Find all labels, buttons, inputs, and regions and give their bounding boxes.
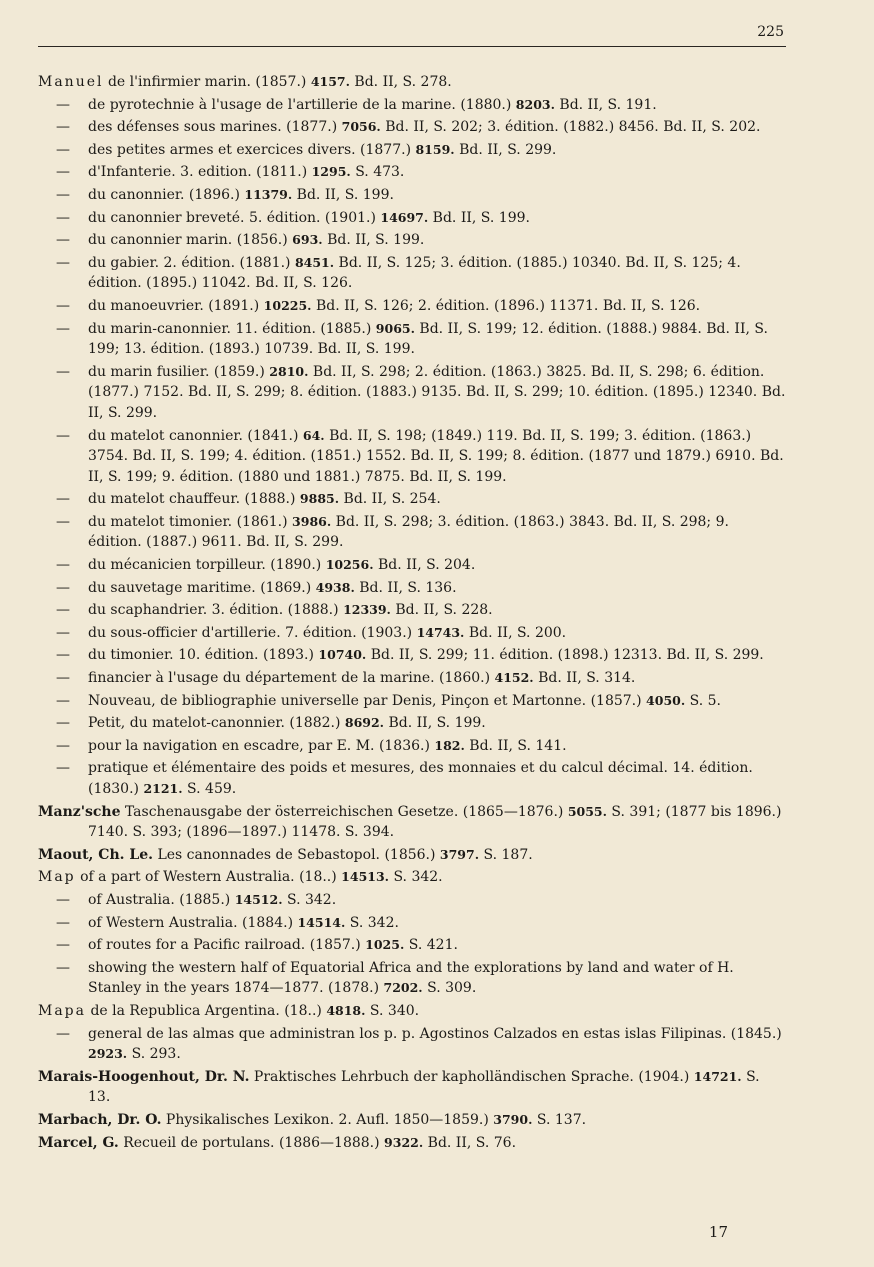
entry-text: du marin-canonnier. 11. édition. (1885.)	[88, 320, 376, 337]
sub-entry	[38, 691, 786, 712]
catalog-number: 11379.	[244, 186, 293, 202]
entry-text: des petites armes et exercices divers. (1877.)	[88, 141, 416, 158]
catalog-number: 14512.	[234, 891, 283, 907]
catalog-number: 10256.	[325, 557, 374, 573]
entry-reference: Bd. II, S. 278.	[349, 74, 452, 90]
entry-text: Physikalisches Lexikon. 2. Aufl. 1850—1859.)	[161, 1111, 494, 1128]
sub-entry	[38, 578, 786, 599]
entry-text: d'Infanterie. 3. edition. (1811.)	[88, 164, 312, 181]
entry-text: du manoeuvrier. (1891.)	[88, 297, 264, 314]
entry-reference: Bd. II, S. 199; 12. édition. (1888.) 9884. Bd. II, S. 199; 13. édition. (1893.) 10739. Bd. II, S. 199.	[88, 320, 768, 358]
catalog-number: 14697.	[380, 209, 429, 225]
ditto-dash: —	[56, 891, 70, 908]
sub-entry	[38, 1024, 786, 1065]
catalog-number: 4152.	[494, 670, 534, 686]
header-rule	[38, 46, 786, 47]
entry-text: du marin fusilier. (1859.)	[88, 363, 270, 380]
ditto-dash: —	[56, 959, 70, 976]
entry-text: of a part of Western Australia. (18..)	[80, 869, 342, 886]
entry-reference: Bd. II, S. 199.	[322, 232, 425, 249]
ditto-dash: —	[56, 209, 70, 226]
main-entry	[38, 1001, 786, 1022]
ditto-dash: —	[56, 692, 70, 709]
ditto-dash: —	[56, 579, 70, 596]
entry-text: pratique et élémentaire des poids et mesures, des monnaies et du calcul décimal. 14. édition. (1830.)	[88, 760, 753, 797]
ditto-dash: —	[56, 513, 70, 530]
entry-text: Les canonnades de Sebastopol. (1856.)	[153, 846, 440, 863]
ditto-dash: —	[56, 557, 70, 574]
ditto-dash: —	[56, 715, 70, 732]
catalog-number: 9885.	[299, 491, 340, 507]
entry-reference: S. 473.	[350, 164, 405, 181]
ditto-dash: —	[56, 363, 70, 380]
catalog-number: 14743.	[416, 624, 465, 640]
entry-text: du sauvetage maritime. (1869.)	[88, 579, 316, 596]
ditto-dash: —	[56, 254, 70, 271]
catalog-number: 5055.	[567, 803, 607, 819]
entry-text: du mécanicien torpilleur. (1890.)	[88, 557, 326, 574]
entry-reference: S. 187.	[479, 846, 533, 863]
ditto-dash: —	[56, 624, 70, 641]
entry-text: du matelot timonier. (1861.)	[88, 513, 293, 530]
catalog-number: 3790.	[493, 1111, 533, 1127]
headword-bold: Marais-Hoogenhout, Dr. N.	[38, 1068, 250, 1085]
entry-text: du matelot chauffeur. (1888.)	[88, 491, 300, 508]
catalog-number: 8159.	[415, 141, 455, 157]
catalog-number: 4157.	[310, 74, 350, 89]
entry-text: of Western Australia. (1884.)	[88, 914, 298, 931]
catalog-number: 7056.	[341, 119, 381, 135]
entry-text: Petit, du matelot-canonnier. (1882.)	[88, 715, 345, 732]
sub-entry	[38, 162, 786, 183]
entry-text: showing the western half of Equatorial Africa and the explorations by land and water of H. Stanley in the years 1874—1877. (1878.)	[88, 959, 734, 997]
catalog-number: 12339.	[343, 602, 391, 618]
catalog-number: 3986.	[292, 513, 332, 529]
entry-reference: Bd. II, S. 125; 3. édition. (1885.) 10340. Bd. II, S. 125; 4. édition. (1895.) 11042. Bd. II, S. 126.	[88, 254, 741, 292]
catalog-number: 182.	[434, 737, 465, 753]
main-entry	[38, 802, 786, 843]
entry-text: Recueil de portulans. (1886—1888.)	[118, 1134, 385, 1151]
entry-reference: S. 293.	[127, 1046, 181, 1063]
entry-reference: S. 342.	[345, 914, 399, 931]
sub-entry	[38, 208, 786, 229]
sub-entry	[38, 185, 786, 206]
catalog-number: 4050.	[646, 692, 686, 708]
entry-reference: Bd. II, S. 199.	[292, 186, 394, 203]
ditto-dash: —	[56, 491, 70, 508]
entry-reference: S. 5.	[685, 692, 722, 709]
ditto-dash: —	[56, 320, 70, 337]
catalog-number: 14514.	[297, 914, 346, 930]
headword: Manuel	[38, 74, 104, 90]
entry-text: Praktisches Lehrbuch der kapholländischen Sprache. (1904.)	[249, 1068, 694, 1085]
sub-entry	[38, 230, 786, 251]
main-entry	[38, 845, 786, 866]
ditto-dash: —	[56, 96, 70, 113]
sub-entry	[38, 645, 786, 666]
catalog-number: 14721.	[693, 1068, 742, 1084]
sub-entry	[38, 958, 786, 999]
entry-reference: S. 391; (1877 bis 1896.) 7140. S. 393; (1896—1897.) 11478. S. 394.	[88, 803, 782, 841]
entry-reference: Bd. II, S. 198; (1849.) 119. Bd. II, S. 199; 3. édition. (1863.) 3754. Bd. II, S. 199; 4. édition. (1851.) 1552. Bd. II, S. 199; 8. édition. (1877 und 1879.) 6910. Bd. II, S. 199; 9. édition. (1880 und 1881.) 7875. Bd. II, S. 199.	[88, 427, 784, 485]
entry-text: du gabier. 2. édition. (1881.)	[88, 254, 295, 271]
catalog-number: 4818.	[326, 1002, 366, 1018]
catalog-number: 1025.	[365, 937, 405, 953]
sub-entry	[38, 512, 786, 553]
entry-text: of routes for a Pacific railroad. (1857.)	[88, 937, 366, 954]
catalog-entries	[38, 72, 786, 1155]
catalog-number: 10740.	[318, 647, 367, 663]
entry-reference: Bd. II, S. 204.	[373, 557, 476, 574]
catalog-number: 2923.	[88, 1046, 128, 1062]
headword-bold: Marbach, Dr. O.	[38, 1111, 162, 1128]
entry-text: de l'infirmier marin. (1857.)	[107, 74, 311, 90]
entry-reference: S. 342.	[389, 869, 443, 886]
entry-text: du timonier. 10. édition. (1893.)	[88, 647, 319, 664]
signature-mark: 17	[708, 1223, 728, 1241]
sub-entry	[38, 935, 786, 956]
sub-entry	[38, 117, 786, 138]
catalog-number: 2121.	[143, 781, 183, 796]
ditto-dash: —	[56, 760, 70, 777]
ditto-dash: —	[56, 186, 70, 203]
main-entry	[38, 1133, 786, 1154]
sub-entry	[38, 319, 786, 360]
entry-reference: S. 342.	[282, 891, 337, 908]
catalog-number: 4938.	[315, 579, 355, 595]
main-entry	[38, 1110, 786, 1131]
sub-entry	[38, 600, 786, 621]
sub-entry	[38, 140, 786, 161]
entry-reference: Bd. II, S. 76.	[423, 1134, 517, 1151]
entry-reference: Bd. II, S. 299; 11. édition. (1898.) 12313. Bd. II, S. 299.	[366, 647, 764, 664]
entry-reference: Bd. II, S. 298; 2. édition. (1863.) 3825. Bd. II, S. 298; 6. édition. (1877.) 7152. Bd. II, S. 299; 8. édition. (1883.) 9135. Bd. II, S. 299; 10. édition. (1895.) 12340. Bd. II, S. 299.	[88, 363, 786, 421]
page-number: 225	[757, 24, 784, 40]
entry-text: general de las almas que administran los p. p. Agostinos Calzados en estas islas Filipinas. (1845.)	[88, 1025, 782, 1042]
catalog-number: 3797.	[439, 846, 480, 862]
headword-bold: Marcel, G.	[38, 1134, 119, 1151]
ditto-dash: —	[56, 119, 70, 136]
sub-entry	[38, 736, 786, 757]
entry-text: du canonnier marin. (1856.)	[88, 232, 293, 249]
catalog-number: 8203.	[515, 96, 555, 112]
entry-reference: Bd. II, S. 228.	[390, 602, 493, 619]
ditto-dash: —	[56, 427, 70, 444]
ditto-dash: —	[56, 914, 70, 931]
entry-text: du canonnier. (1896.)	[88, 186, 245, 203]
sub-entry	[38, 362, 786, 424]
sub-entry	[38, 555, 786, 576]
entry-reference: Bd. II, S. 126; 2. édition. (1896.) 11371. Bd. II, S. 126.	[311, 297, 701, 314]
entry-text: of Australia. (1885.)	[88, 891, 235, 908]
catalog-number: 9065.	[375, 320, 415, 336]
entry-text: financier à l'usage du département de la marine. (1860.)	[88, 670, 495, 687]
entry-reference: Bd. II, S. 202; 3. édition. (1882.) 8456. Bd. II, S. 202.	[380, 119, 761, 136]
entry-reference: S. 137.	[532, 1111, 587, 1128]
entry-reference: S. 340.	[365, 1002, 420, 1019]
catalog-number: 9322.	[384, 1134, 424, 1150]
catalog-number: 1295.	[311, 164, 351, 180]
main-entry	[38, 1067, 786, 1108]
entry-text: de la Republica Argentina. (18..)	[90, 1002, 327, 1019]
catalog-number: 14513.	[341, 869, 390, 885]
sub-entry	[38, 296, 786, 317]
entry-text: du canonnier breveté. 5. édition. (1901.)	[88, 209, 381, 226]
ditto-dash: —	[56, 670, 70, 687]
ditto-dash: —	[56, 232, 70, 249]
ditto-dash: —	[56, 1025, 70, 1042]
entry-reference: S. 13.	[88, 1068, 760, 1106]
headword-bold: Manz'sche	[38, 803, 121, 820]
entry-text: du matelot canonnier. (1841.)	[88, 427, 303, 444]
catalog-number: 10225.	[263, 297, 312, 313]
sub-entry	[38, 95, 786, 116]
sub-entry	[38, 623, 786, 644]
catalog-number: 64.	[302, 427, 325, 443]
sub-entry	[38, 758, 786, 799]
headword: Map	[38, 869, 76, 886]
catalog-number: 8692.	[344, 715, 385, 731]
sub-entry	[38, 253, 786, 294]
entry-text: du scaphandrier. 3. édition. (1888.)	[88, 602, 344, 619]
entry-reference: Bd. II, S. 136.	[354, 579, 457, 596]
entry-text: Taschenausgabe der österreichischen Gesetze. (1865—1876.)	[120, 803, 568, 820]
ditto-dash: —	[56, 164, 70, 181]
entry-text: du sous-officier d'artillerie. 7. édition. (1903.)	[88, 624, 417, 641]
entry-reference: Bd. II, S. 199.	[428, 209, 530, 226]
catalog-number: 693.	[292, 232, 323, 248]
ditto-dash: —	[56, 602, 70, 619]
entry-reference: Bd. II, S. 200.	[464, 624, 567, 641]
entry-reference: Bd. II, S. 254.	[339, 491, 441, 508]
catalog-number: 8451.	[294, 254, 335, 270]
ditto-dash: —	[56, 141, 70, 158]
entry-reference: Bd. II, S. 299.	[454, 141, 557, 158]
entry-text: des défenses sous marines. (1877.)	[88, 119, 342, 136]
entry-reference: Bd. II, S. 298; 3. édition. (1863.) 3843. Bd. II, S. 298; 9. édition. (1887.) 9611. Bd. II, S. 299.	[88, 513, 729, 551]
sub-entry	[38, 713, 786, 734]
ditto-dash: —	[56, 937, 70, 954]
sub-entry	[38, 426, 786, 488]
entry-reference: S. 459.	[182, 781, 237, 797]
headword: Mapa	[38, 1002, 86, 1019]
entry-text: de pyrotechnie à l'usage de l'artillerie de la marine. (1880.)	[88, 96, 516, 113]
ditto-dash: —	[56, 647, 70, 664]
entry-reference: Bd. II, S. 141.	[464, 737, 567, 754]
sub-entry	[38, 668, 786, 689]
main-entry	[38, 867, 786, 888]
main-entry	[38, 72, 786, 93]
sub-entry	[38, 890, 786, 911]
catalog-number: 2810.	[269, 363, 309, 379]
sub-entry	[38, 913, 786, 934]
entry-reference: Bd. II, S. 314.	[533, 670, 636, 687]
entry-reference: Bd. II, S. 199.	[384, 715, 486, 732]
entry-text: Nouveau, de bibliographie universelle par Denis, Pinçon et Martonne. (1857.)	[88, 692, 647, 709]
ditto-dash: —	[56, 737, 70, 754]
catalog-number: 7202.	[383, 980, 423, 996]
entry-reference: Bd. II, S. 191.	[554, 96, 657, 113]
sub-entry	[38, 489, 786, 510]
ditto-dash: —	[56, 297, 70, 314]
entry-reference: S. 309.	[422, 980, 477, 997]
entry-text: pour la navigation en escadre, par E. M. (1836.)	[88, 737, 435, 754]
entry-reference: S. 421.	[404, 937, 458, 954]
headword-bold: Maout, Ch. Le.	[38, 846, 153, 863]
